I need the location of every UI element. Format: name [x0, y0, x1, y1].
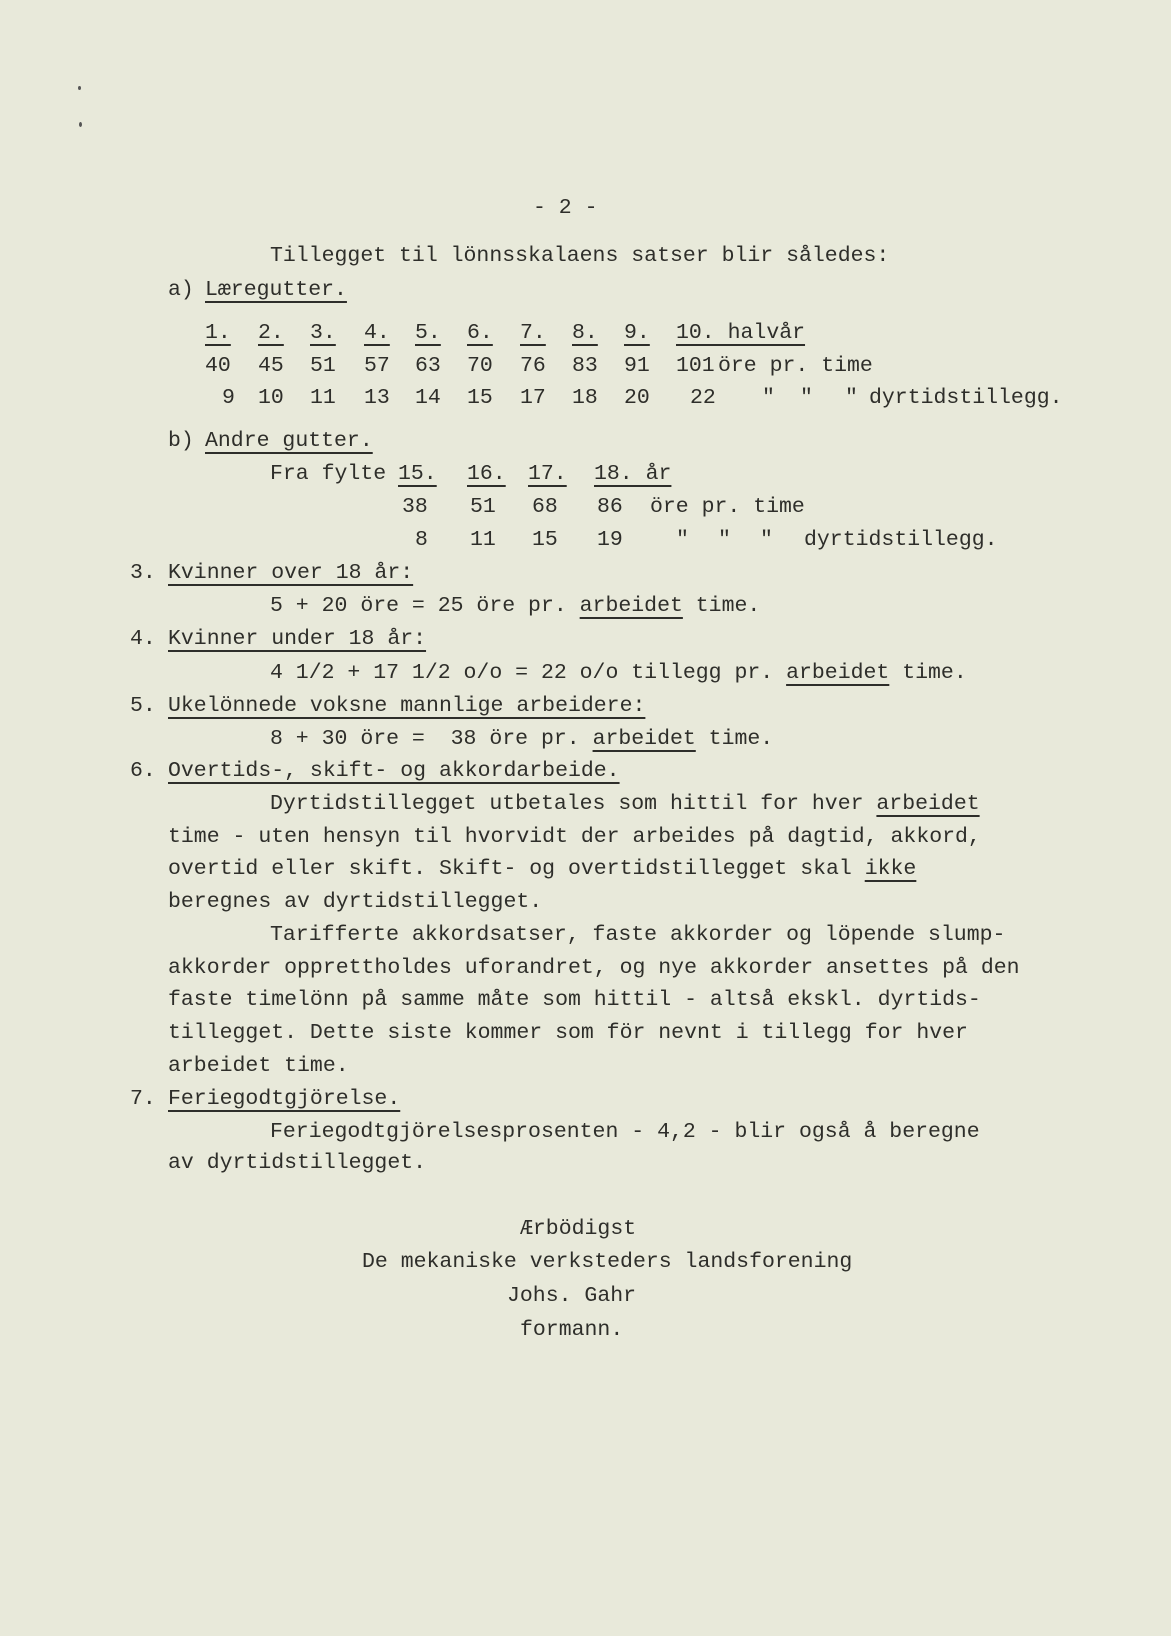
table-cell: 4. [364, 321, 390, 345]
table-cell: 83 [572, 354, 598, 378]
table-cell: 9. [624, 321, 650, 345]
text: time. [889, 661, 967, 685]
section-b-title: Andre gutter. [205, 429, 373, 453]
ditto-mark: " [800, 386, 813, 410]
table-cell: 7. [520, 321, 546, 345]
table-cell: 19 [597, 528, 623, 552]
section-b-rates-unit: öre pr. time [650, 495, 805, 519]
item-6-paragraph-line [168, 856, 916, 882]
table-cell: 57 [364, 354, 390, 378]
table-cell: 3. [310, 321, 336, 345]
item-6-paragraph2-line: faste timelönn på samme måte som hittil - altså ekskl. dyrtids- [168, 988, 981, 1012]
item-5-number: 5. [130, 694, 156, 718]
ditto-mark: " [676, 528, 689, 552]
table-cell: 76 [520, 354, 546, 378]
table-cell: 40 [205, 354, 231, 378]
table-cell: 101 [676, 354, 715, 378]
section-a-label: a) [168, 278, 194, 302]
table-cell: 51 [310, 354, 336, 378]
table-cell: 18. år [594, 462, 672, 486]
table-cell: 15 [532, 528, 558, 552]
table-cell: 16. [467, 462, 506, 486]
table-cell: 15. [398, 462, 437, 486]
table-cell: 38 [402, 495, 428, 519]
table-cell: 11 [310, 386, 336, 410]
table-cell: 86 [597, 495, 623, 519]
ditto-mark: " [762, 386, 775, 410]
table-cell: 1. [205, 321, 231, 345]
underlined-word: arbeidet [579, 594, 683, 618]
table-cell: 18 [572, 386, 598, 410]
section-b-from-label: Fra fylte [270, 462, 387, 486]
underlined-word: arbeidet [876, 792, 980, 816]
closing-signatory: Johs. Gahr [507, 1284, 637, 1308]
table-cell: 45 [258, 354, 284, 378]
table-cell: 70 [467, 354, 493, 378]
section-b-supplements-unit: dyrtidstillegg. [804, 528, 998, 552]
text: 8 + 30 öre = 38 öre pr. [270, 727, 593, 751]
table-cell: 63 [415, 354, 441, 378]
closing-role: formann. [520, 1318, 624, 1342]
item-6-title: Overtids-, skift- og akkordarbeide. [168, 759, 620, 783]
item-6-paragraph-line: beregnes av dyrtidstillegget. [168, 890, 543, 914]
item-7-text-line: Feriegodtgjörelsesprosenten - 4,2 - blir også å beregne [270, 1120, 980, 1144]
table-cell: 17 [520, 386, 546, 410]
table-cell: 9 [222, 386, 235, 410]
section-a-rates-unit: öre pr. time [718, 354, 873, 378]
table-cell: 20 [624, 386, 650, 410]
underlined-word: arbeidet [786, 661, 890, 685]
closing-salutation: Ærbödigst [520, 1217, 637, 1241]
underlined-word: ikke [864, 857, 917, 881]
item-6-paragraph2-line: tillegget. Dette siste kommer som för nevnt i tillegg for hver [168, 1021, 968, 1045]
item-4-text [270, 660, 967, 686]
item-3-number: 3. [130, 561, 156, 585]
table-cell: 11 [470, 528, 496, 552]
text: overtid eller skift. Skift- og overtidstillegget skal [168, 857, 865, 881]
text: time. [682, 594, 761, 618]
table-cell: 10. halvår [676, 321, 806, 345]
item-3-text [270, 593, 760, 619]
table-cell: 5. [415, 321, 441, 345]
item-7-title: Feriegodtgjörelse. [168, 1087, 401, 1111]
table-cell: 14 [415, 386, 441, 410]
item-6-paragraph-line: time - uten hensyn til hvorvidt der arbeides på dagtid, akkord, [168, 825, 981, 849]
ditto-mark: " [760, 528, 773, 552]
text: 4 1/2 + 17 1/2 o/o = 22 o/o tillegg pr. [270, 661, 787, 685]
item-7-number: 7. [130, 1087, 156, 1111]
item-6-paragraph2-line: akkorder opprettholdes uforandret, og nye akkorder ansettes på den [168, 956, 1020, 980]
underlined-word: arbeidet [592, 727, 696, 751]
item-6-paragraph2-line: Tarifferte akkordsatser, faste akkorder og löpende slump- [270, 923, 1006, 947]
section-a-title: Læregutter. [205, 278, 347, 302]
item-4-number: 4. [130, 627, 156, 651]
table-cell: 8 [415, 528, 428, 552]
item-6-paragraph2-line: arbeidet time. [168, 1054, 349, 1078]
table-cell: 6. [467, 321, 493, 345]
speck [79, 122, 82, 127]
table-cell: 8. [572, 321, 598, 345]
item-3-title: Kvinner over 18 år: [168, 561, 414, 585]
table-cell: 15 [467, 386, 493, 410]
text: time. [695, 727, 774, 751]
item-7-text-line: av dyrtidstillegget. [168, 1151, 427, 1175]
item-5-title: Ukelönnede voksne mannlige arbeidere: [168, 694, 646, 718]
table-cell: 2. [258, 321, 284, 345]
item-6-number: 6. [130, 759, 156, 783]
item-4-title: Kvinner under 18 år: [168, 627, 427, 651]
speck [78, 86, 81, 90]
table-cell: 91 [624, 354, 650, 378]
ditto-mark: " [718, 528, 731, 552]
table-cell: 51 [470, 495, 496, 519]
closing-organization: De mekaniske verksteders landsforening [362, 1250, 853, 1274]
table-cell: 10 [258, 386, 284, 410]
text: 5 + 20 öre = 25 öre pr. [270, 594, 580, 618]
intro-line: Tillegget til lönnsskalaens satser blir således: [270, 244, 890, 268]
section-b-label: b) [168, 429, 194, 453]
page-number: - 2 - [533, 196, 598, 220]
table-cell: 22 [690, 386, 716, 410]
item-6-paragraph-line [270, 791, 980, 817]
table-cell: 13 [364, 386, 390, 410]
ditto-mark: " [845, 386, 858, 410]
table-cell: 68 [532, 495, 558, 519]
item-5-text [270, 726, 773, 752]
section-a-supplements-unit: dyrtidstillegg. [869, 386, 1063, 410]
text: Dyrtidstillegget utbetales som hittil for hver [270, 792, 877, 816]
table-cell: 17. [528, 462, 567, 486]
